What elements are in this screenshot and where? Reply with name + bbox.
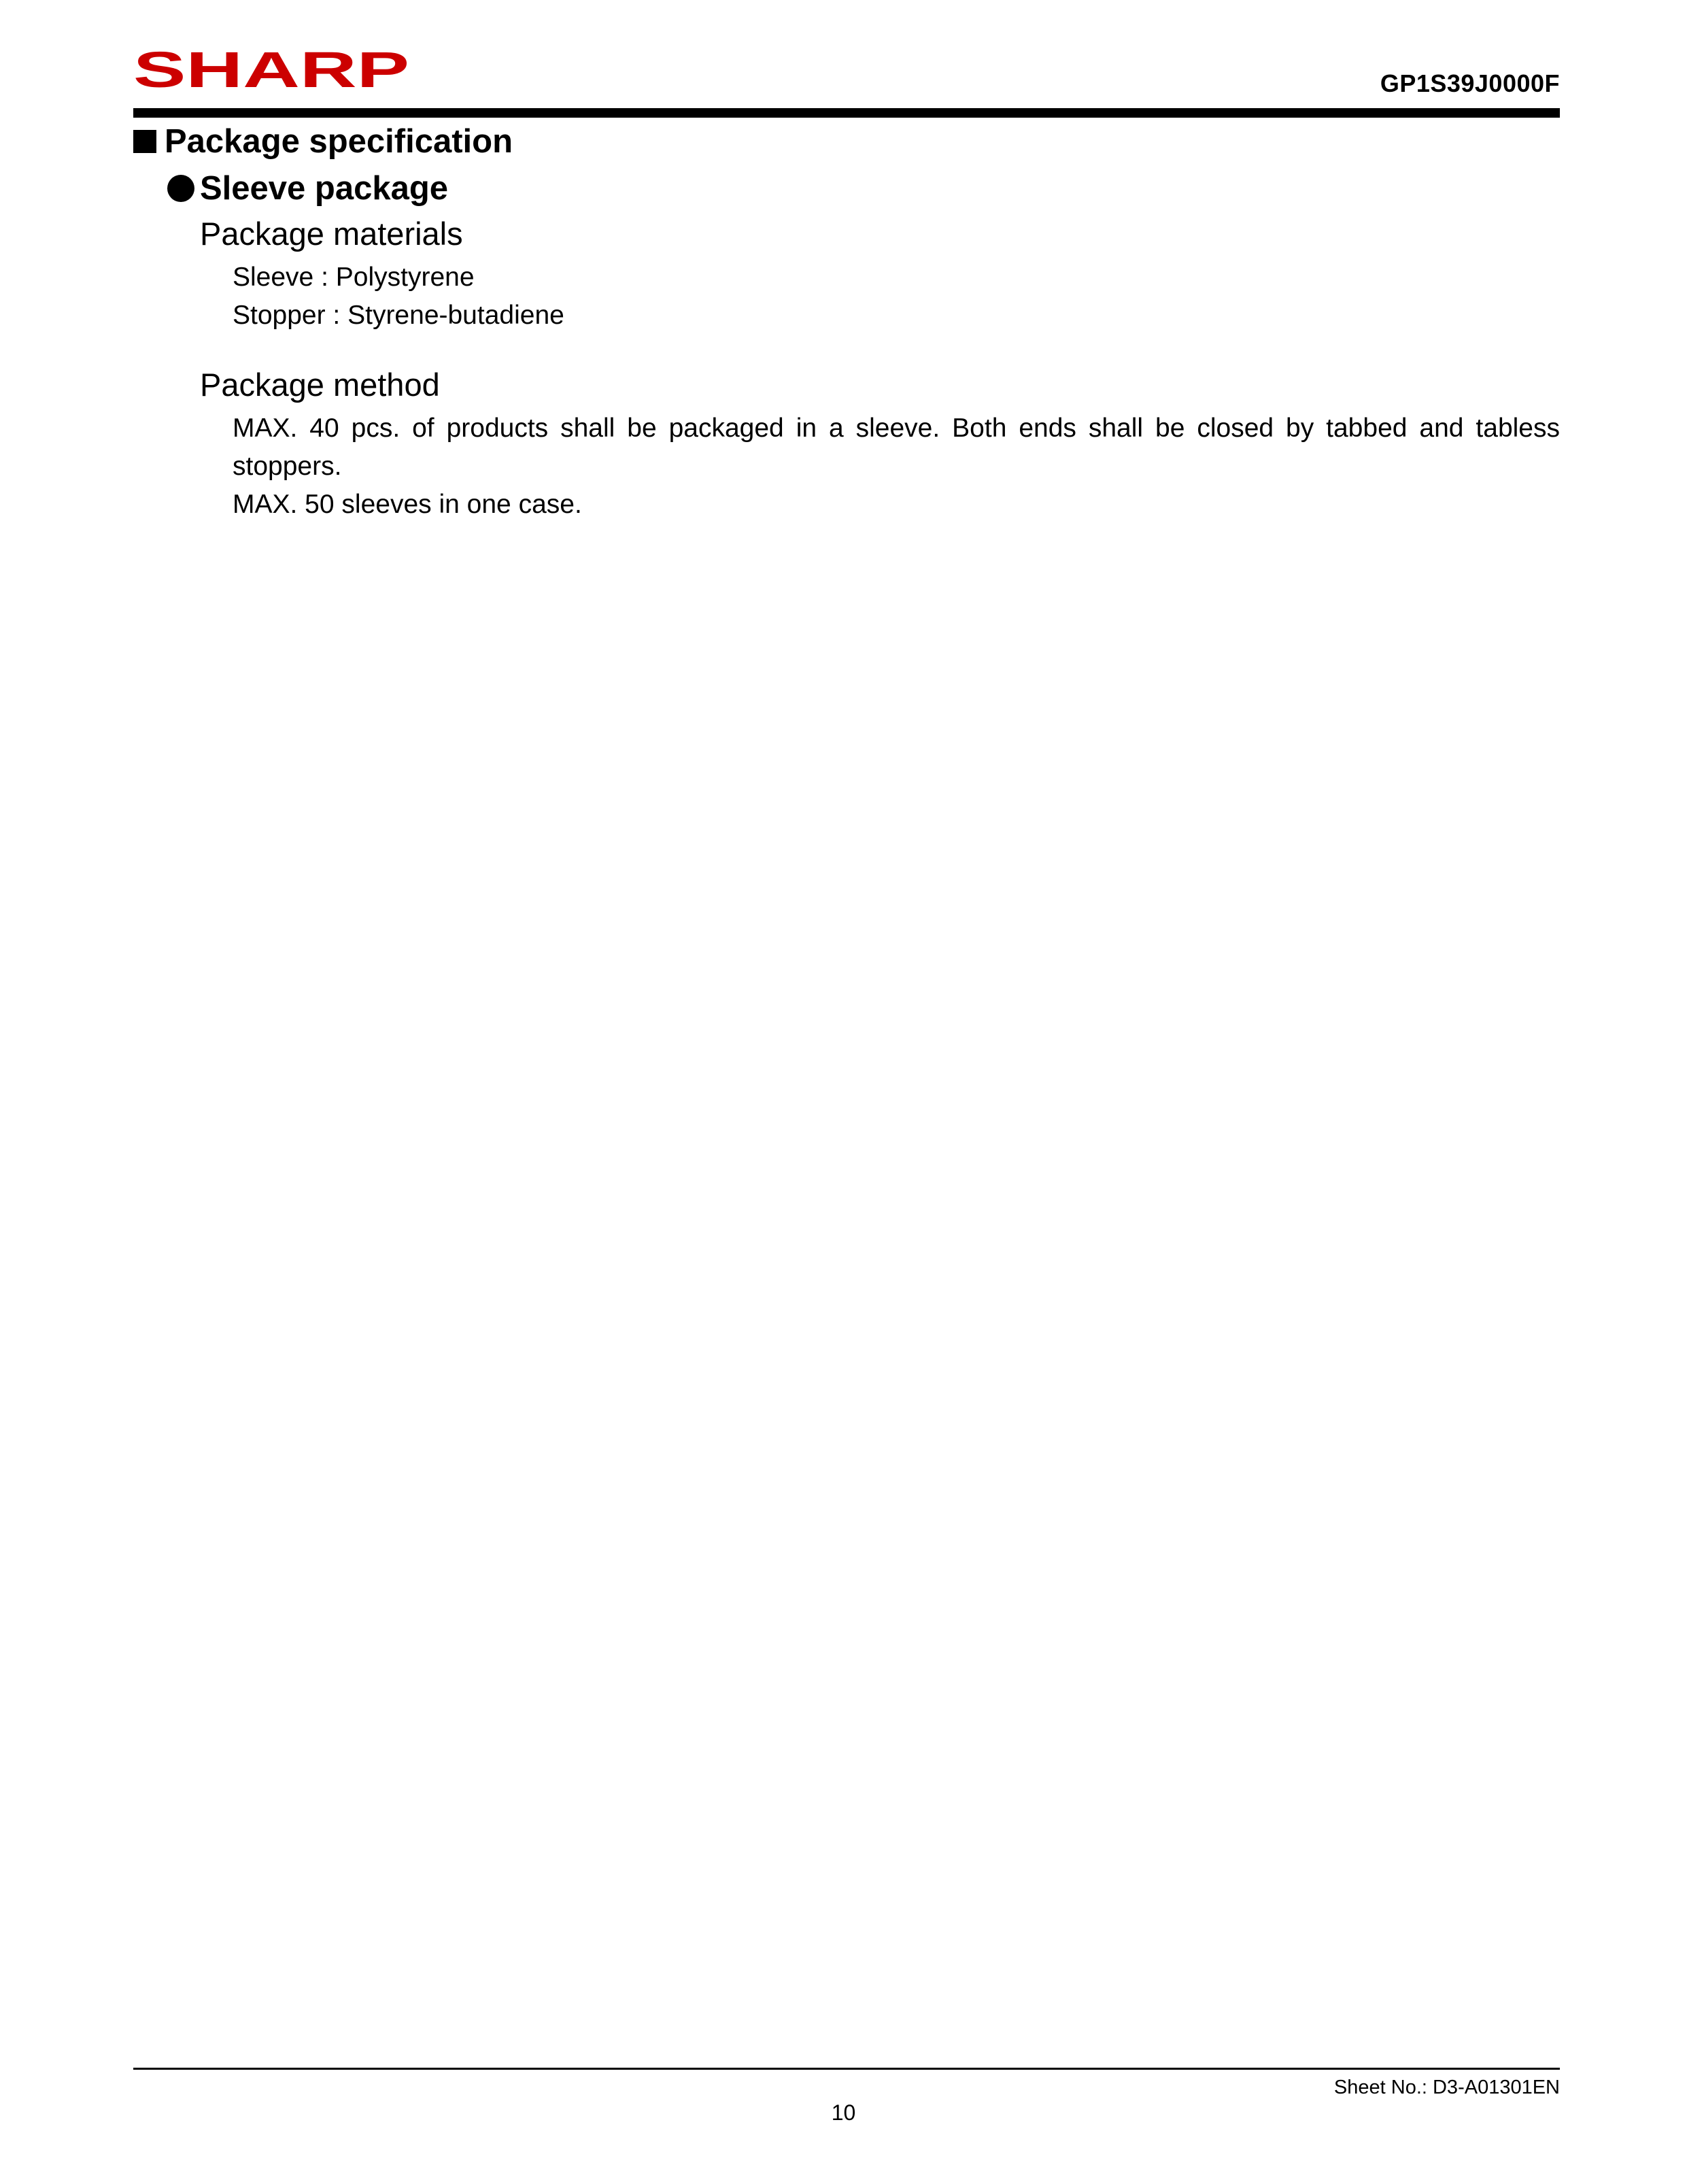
materials-title: Package materials (200, 216, 463, 252)
footer-divider (133, 2068, 1560, 2070)
materials-line-stopper: Stopper : Styrene-butadiene (233, 301, 564, 330)
sharp-logo-graphic (133, 45, 412, 93)
subsection-title: Sleeve package (200, 170, 449, 207)
sharp-logo (133, 45, 412, 93)
round-bullet-icon (167, 175, 194, 202)
method-line-3: MAX. 50 sleeves in one case. (233, 490, 582, 519)
header-divider (133, 108, 1560, 118)
sheet-number: Sheet No.: D3-A01301EN (1333, 2077, 1560, 2098)
method-line-1: MAX. 40 pcs. of products shall be packaged in a sleeve. Both ends shall be closed by tabbed and tabless (233, 414, 1560, 443)
method-line-2: stoppers. (233, 452, 342, 481)
subsection-heading (167, 169, 448, 207)
section-title: Package specification (165, 123, 513, 160)
document-number: GP1S39J0000F (1380, 69, 1560, 97)
section-heading (133, 122, 513, 161)
square-bullet-icon (133, 130, 156, 153)
svg-text:SHARP: SHARP (133, 45, 409, 93)
materials-line-sleeve: Sleeve : Polystyrene (233, 263, 475, 292)
page-number: 10 (831, 2100, 856, 2125)
method-title: Package method (200, 367, 440, 403)
